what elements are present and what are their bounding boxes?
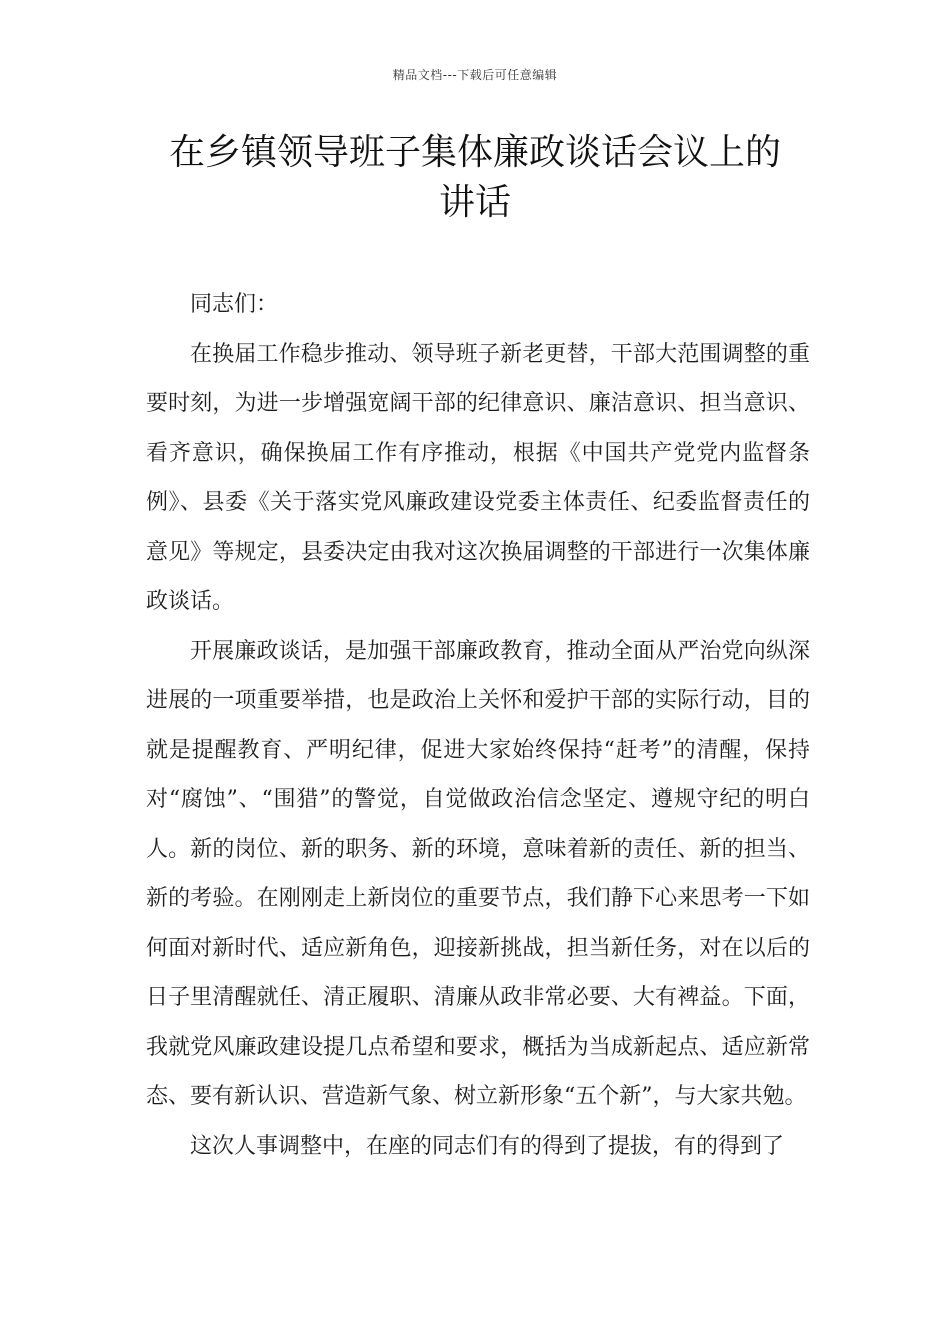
title-line-2: 讲话 [438, 182, 511, 223]
paragraph-3: 这次人事调整中，在座的同志们有的得到了提拔，有的得到了 [190, 1133, 785, 1159]
paragraph-2: 开展廉政谈话，是加强干部廉政教育，推动全面从严治党向纵深进展的一项重要举措，也是政治上关怀和爱护干部的实际行动，目的就是提醒教育、严明纪律，促进大家始终保持“赶考”的清醒，保持对“腐蚀”、“围猎”的警觉，自觉做政治信念坚定、遵规守纪的明白人。新的岗位、新的职务、新的环境，意味着新的责任、新的担当、新的考验。在刚刚走上新岗位的重要节点，我们静下心来思考一下如何面对新时代、适应新角色，迎接新挑战，担当新任务，对在以后的日子里清醒就任、清正履职、清廉从政非常必要、大有裨益。下面，我就党风廉政建设提几点希望和要求，概括为当成新起点、适应新常态、要有新认识、营造新气象、树立新形象“五个新”，与大家共勉。 [146, 638, 810, 1109]
header-note: 精品文档---下载后可任意编辑 [392, 68, 558, 82]
salutation: 同志们： [190, 292, 279, 317]
title-line-1: 在乡镇领导班子集体廉政谈话会议上的 [168, 132, 781, 173]
document-title [110, 128, 840, 228]
document-body [146, 280, 810, 1171]
paragraph-1: 在换届工作稳步推动、领导班子新老更替，干部大范围调整的重要时刻，为进一步增强宽阔干部的纪律意识、廉洁意识、担当意识、看齐意识，确保换届工作有序推动，根据《中国共产党党内监督条例》、县委《关于落实党风廉政建设党委主体责任、纪委监督责任的意见》等规定，县委决定由我对这次换届调整的干部进行一次集体廉政谈话。 [146, 341, 810, 614]
